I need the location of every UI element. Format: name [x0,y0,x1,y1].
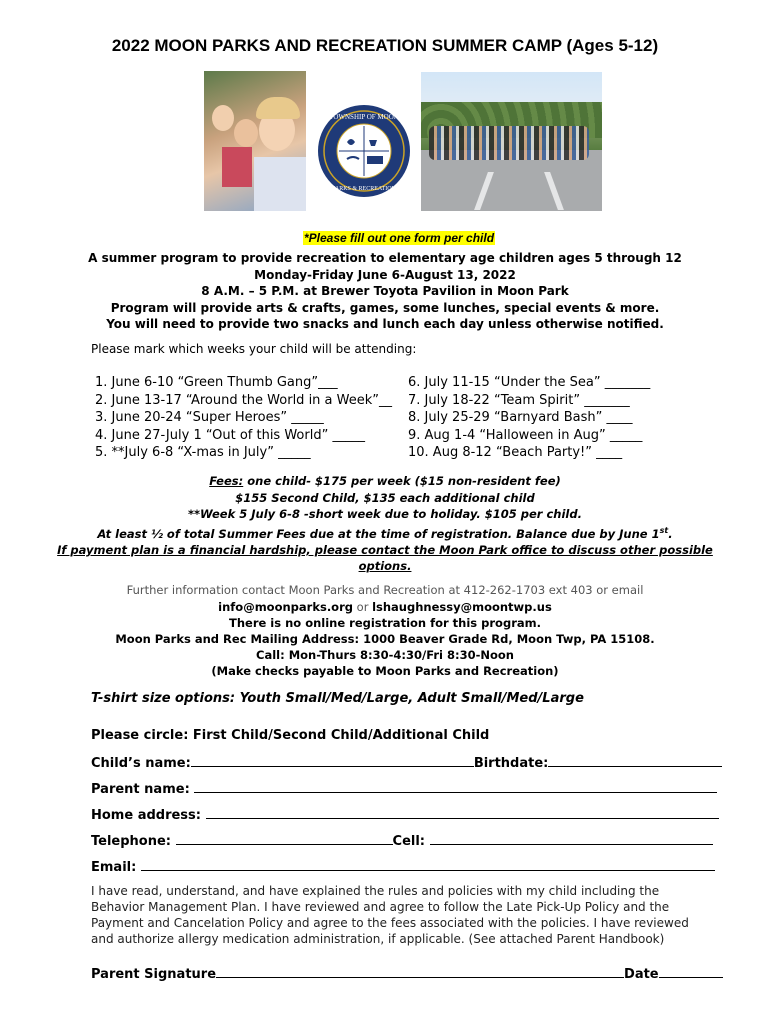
home-address-row [91,806,719,823]
mark-weeks-label: Please mark which weeks your child will be attending: [91,342,417,356]
fees-line: $155 Second Child, $135 each additional child [235,490,535,505]
cell-label: Cell: [392,834,425,849]
mailing-address: Moon Parks and Rec Mailing Address: 1000 Beaver Grade Rd, Moon Twp, PA 15108. [115,632,655,646]
week-item[interactable]: 7. July 18-22 “Team Spirit” _______ [408,392,630,408]
signature-field[interactable] [216,965,624,978]
agreement-text: I have read, understand, and have explained the rules and policies with my child including the Behavior Management Plan. I have reviewed and agree to follow the Late Pick-Up Policy and the Payment and Cancelation Policy and agree to the fees associated with the policies. I have reviewed and authorize allergy medication administration, if applicable. (See attached Parent Handbook) [91,884,689,946]
fees-line: If payment plan is a financial hardship, please contact the Moon Park office to discuss other possible [57,542,713,557]
week-item[interactable]: 2. June 13-17 “Around the World in a Week”__ [95,392,393,408]
fees-line: At least ½ of total Summer Fees due at the time of registration. Balance due by June 1 [97,526,660,541]
birthdate-field[interactable] [548,754,722,767]
contact-section [0,599,770,679]
one-form-per-child-note: *Please fill out one form per child [304,231,495,245]
home-address-field[interactable] [206,806,719,819]
week-item[interactable]: 1. June 6-10 “Green Thumb Gang”___ [95,375,338,390]
home-address-label: Home address: [91,808,201,823]
seal-top-text: TOWNSHIP OF MOON [329,113,399,121]
email-row [91,858,715,875]
check-payable-note: (Make checks payable to Moon Parks and Recreation) [211,664,559,678]
week-item[interactable]: 10. Aug 8-12 “Beach Party!” ____ [408,445,623,460]
week-item[interactable]: 9. Aug 1-4 “Halloween in Aug” _____ [408,427,643,443]
intro-line: You will need to provide two snacks and lunch each day unless otherwise notified. [106,317,664,331]
child-name-field[interactable] [191,754,474,767]
week-item[interactable]: 8. July 25-29 “Barnyard Bash” ____ [408,410,633,425]
intro-line: A summer program to provide recreation to elementary age children ages 5 through 12 [88,251,682,265]
further-info: Further information contact Moon Parks and Recreation at 412-262-1703 ext 403 or email [126,583,644,597]
signature-row [91,965,723,982]
fees-superscript: st [659,525,669,535]
child-name-row [91,754,722,771]
fees-label: Fees: [209,474,244,488]
seal-year: 1788 [369,167,381,173]
office-hours: Call: Mon-Thurs 8:30-4:30/Fri 8:30-Noon [256,648,514,662]
intro-line: Program will provide arts & crafts, games, some lunches, special events & more. [110,300,660,315]
kids-photo [204,71,306,211]
parent-name-row [91,780,717,797]
fees-period: . [668,526,673,541]
page-title: 2022 MOON PARKS AND RECREATION SUMMER CAMP (Ages 5-12) [111,36,659,55]
group-photo [421,72,602,211]
email-link-info[interactable]: info@moonparks.org [218,600,353,614]
program-intro [0,250,770,333]
week-item[interactable]: 6. July 11-15 “Under the Sea” _______ [408,375,651,390]
birthdate-label: Birthdate: [473,756,549,771]
fees-section [0,473,770,575]
parent-name-field[interactable] [194,780,717,793]
email-field[interactable] [141,858,715,871]
no-online-registration: There is no online registration for this program. [229,616,541,630]
cell-field[interactable] [430,832,713,845]
weeks-list-left [95,374,392,462]
email-label: Email: [91,860,137,875]
email-link-staff[interactable]: lshaughnessy@moontwp.us [372,600,552,614]
or-text: or [353,600,373,614]
tshirt-options: T-shirt size options: Youth Small/Med/Large, Adult Small/Med/Large [91,691,584,706]
date-field[interactable] [659,965,723,978]
child-order-prompt[interactable]: Please circle: First Child/Second Child/Additional Child [91,728,490,743]
fees-line: options. [358,559,412,574]
seal-bottom-text: PARKS & RECREATION [332,186,396,192]
child-name-label: Child’s name: [91,756,191,771]
telephone-field[interactable] [176,832,393,845]
signature-label: Parent Signature [91,967,217,982]
week-item[interactable]: 3. June 20-24 “Super Heroes” _____ [95,410,324,425]
weeks-list-right [408,374,650,462]
intro-line: 8 A.M. – 5 P.M. at Brewer Toyota Pavilion in Moon Park [201,284,569,298]
fees-line: one child- $175 per week ($15 non-resident fee) [243,474,561,488]
date-label: Date [624,967,659,982]
parent-name-label: Parent name: [91,782,190,797]
telephone-row [91,832,713,849]
intro-line: Monday-Friday June 6-August 13, 2022 [254,267,516,282]
week-item[interactable]: 5. **July 6-8 “X-mas in July” _____ [95,445,311,460]
telephone-label: Telephone: [91,834,171,849]
fees-line: **Week 5 July 6-8 -short week due to holiday. $105 per child. [188,507,582,521]
township-seal-icon [317,104,411,198]
week-item[interactable]: 4. June 27-July 1 “Out of this World” _____ [95,427,365,443]
